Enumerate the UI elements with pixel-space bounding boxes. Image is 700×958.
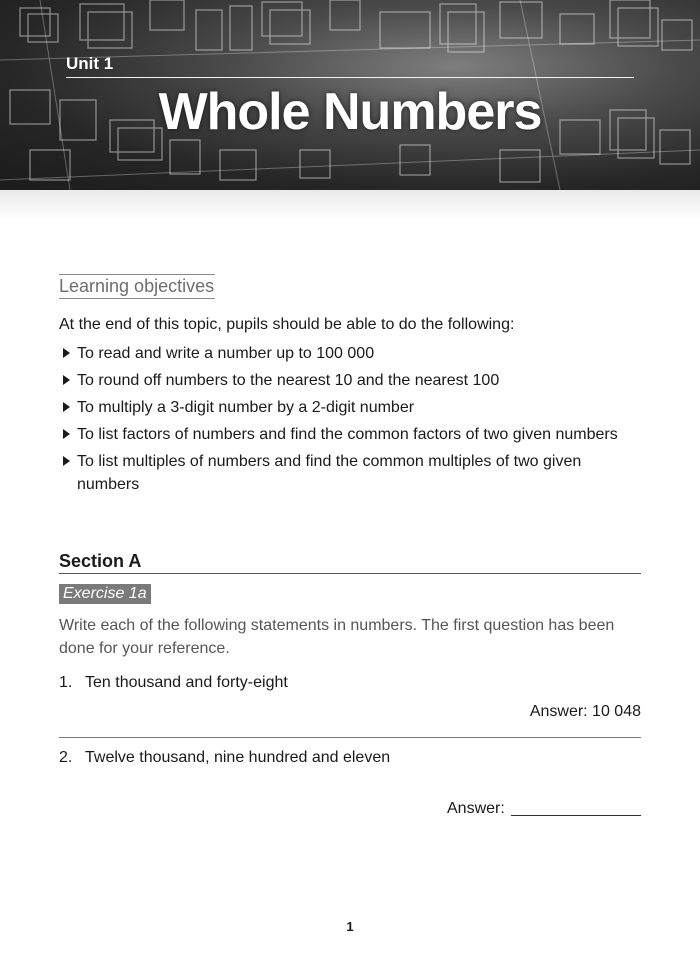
answer-2-blank[interactable] (511, 815, 641, 816)
unit-rule (66, 77, 634, 78)
unit-label: Unit 1 (66, 54, 114, 73)
objective-item: To list factors of numbers and find the common factors of two given numbers (59, 423, 641, 446)
exercise-instructions: Write each of the following statements in numbers. The first question has been done for your reference. (59, 617, 615, 657)
answer-1: Answer: 10 048 (529, 703, 641, 720)
objective-item: To round off numbers to the nearest 10 and the nearest 100 (59, 369, 641, 392)
question-text: Twelve thousand, nine hundred and eleven (85, 749, 391, 766)
triangle-right-icon (63, 348, 70, 358)
triangle-right-icon (63, 429, 70, 439)
question-divider (59, 737, 641, 738)
objective-item: To read and write a number up to 100 000 (59, 342, 641, 365)
banner-fade (0, 190, 700, 220)
unit-title: Whole Numbers (158, 83, 542, 141)
section-rule (59, 573, 641, 574)
question-2 (59, 749, 641, 769)
question-1 (59, 674, 641, 694)
question-text: Ten thousand and forty-eight (85, 674, 288, 691)
objectives-intro: At the end of this topic, pupils should be able to do the following: (59, 316, 515, 333)
learning-objectives-heading: Learning objectives (59, 274, 215, 299)
header-banner (0, 0, 700, 190)
exercise-badge: Exercise 1a (59, 584, 151, 604)
question-number: 1. (59, 674, 73, 691)
answer-2-label: Answer: (447, 800, 505, 817)
page-number: 1 (346, 919, 354, 934)
objectives-list (59, 342, 641, 500)
triangle-right-icon (63, 375, 70, 385)
question-number: 2. (59, 749, 73, 766)
objective-item: To multiply a 3-digit number by a 2-digit number (59, 396, 641, 419)
section-title: Section A (59, 551, 142, 571)
triangle-right-icon (63, 456, 70, 466)
objective-item: To list multiples of numbers and find the common multiples of two given numbers (59, 450, 641, 496)
triangle-right-icon (63, 402, 70, 412)
